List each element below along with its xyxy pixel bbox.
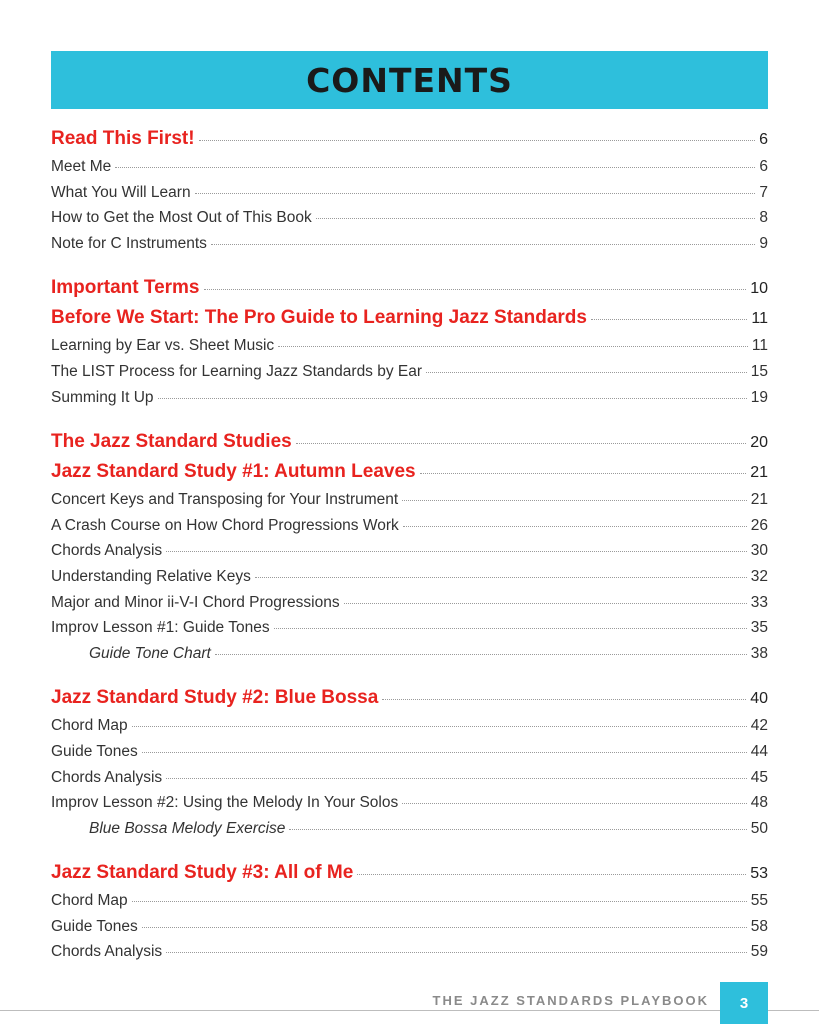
dot-leader xyxy=(402,803,747,804)
toc-entry-page: 50 xyxy=(750,819,768,837)
toc-section-entry[interactable] xyxy=(51,303,768,333)
toc-entry-page: 15 xyxy=(750,362,768,380)
toc-entry[interactable] xyxy=(51,180,768,206)
toc-section-entry[interactable] xyxy=(51,457,768,487)
toc-entry-page: 55 xyxy=(750,892,768,910)
footer-book-title: THE JAZZ STANDARDS PLAYBOOK xyxy=(432,993,709,1008)
toc-entry[interactable] xyxy=(51,333,768,359)
toc-entry[interactable] xyxy=(51,739,768,765)
dot-leader xyxy=(199,140,756,141)
toc-entry-page: 53 xyxy=(750,865,768,883)
toc-entry-page: 10 xyxy=(750,280,768,298)
toc-section-entry[interactable] xyxy=(51,427,768,457)
toc-entry-page: 11 xyxy=(751,310,768,328)
page-number: 3 xyxy=(739,994,749,1012)
dot-leader xyxy=(316,218,756,219)
toc-entry[interactable] xyxy=(51,888,768,914)
toc-entry-title: Chord Map xyxy=(51,717,128,735)
dot-leader xyxy=(211,244,755,245)
toc-entry[interactable] xyxy=(51,231,768,257)
toc-entry-page: 59 xyxy=(750,943,768,961)
toc-entry-page: 11 xyxy=(751,337,768,355)
toc-entry-page: 20 xyxy=(750,434,768,452)
section-gap xyxy=(51,410,768,427)
toc-entry-title: Summing It Up xyxy=(51,388,154,406)
toc-section-entry[interactable] xyxy=(51,124,768,154)
page-number-badge xyxy=(720,982,768,1024)
dot-leader xyxy=(382,699,746,700)
toc-entry[interactable] xyxy=(51,765,768,791)
dot-leader xyxy=(142,752,747,753)
toc-entry-page: 6 xyxy=(759,131,768,148)
toc-entry[interactable] xyxy=(51,154,768,180)
toc-entry-title: The LIST Process for Learning Jazz Standards by Ear xyxy=(51,362,423,380)
section-gap xyxy=(51,841,768,858)
toc-entry[interactable] xyxy=(51,564,768,590)
toc-entry-page: 40 xyxy=(750,690,768,708)
toc-entry[interactable] xyxy=(51,385,768,411)
toc-entry-page: 33 xyxy=(750,593,768,611)
toc-entry-title: What You Will Learn xyxy=(51,183,191,201)
toc-entry-title: Before We Start: The Pro Guide to Learning Jazz Standards xyxy=(51,307,587,329)
toc-entry-title: Note for C Instruments xyxy=(51,234,207,252)
toc-entry-page: 38 xyxy=(750,644,768,662)
toc-entry-page: 35 xyxy=(750,619,768,637)
toc-entry-page: 44 xyxy=(750,742,768,760)
toc-entry-title: Jazz Standard Study #2: Blue Bossa xyxy=(51,687,379,709)
toc-entry[interactable] xyxy=(51,359,768,385)
toc-entry-page: 32 xyxy=(750,567,768,585)
toc-entry-page: 8 xyxy=(759,209,768,227)
toc-entry-page: 45 xyxy=(750,768,768,786)
toc-entry[interactable] xyxy=(51,538,768,564)
toc-entry-title: Learning by Ear vs. Sheet Music xyxy=(51,337,275,355)
toc-entry-title: Chords Analysis xyxy=(51,542,163,560)
dot-leader xyxy=(204,289,747,290)
dot-leader xyxy=(344,603,747,604)
dot-leader xyxy=(426,372,747,373)
toc-entry-title: Jazz Standard Study #1: Autumn Leaves xyxy=(51,461,416,483)
dot-leader xyxy=(132,726,747,727)
dot-leader xyxy=(115,167,755,168)
dot-leader xyxy=(402,500,747,501)
toc-entry-page: 19 xyxy=(750,388,768,406)
toc-entry-page: 21 xyxy=(750,491,768,509)
dot-leader xyxy=(403,526,747,527)
dot-leader xyxy=(195,193,756,194)
section-gap xyxy=(51,256,768,273)
toc-entry[interactable] xyxy=(51,615,768,641)
page-title: CONTENTS xyxy=(306,60,513,100)
dot-leader xyxy=(166,778,747,779)
dot-leader xyxy=(166,551,747,552)
toc-entry[interactable] xyxy=(51,790,768,816)
toc-entry[interactable] xyxy=(51,590,768,616)
toc-entry[interactable] xyxy=(51,713,768,739)
toc-entry-title: Chords Analysis xyxy=(51,768,163,786)
toc-entry-title: A Crash Course on How Chord Progressions Work xyxy=(51,516,399,534)
dot-leader xyxy=(255,577,747,578)
toc-entry-page: 48 xyxy=(750,794,768,812)
contents-banner xyxy=(51,51,768,109)
toc-entry[interactable] xyxy=(51,513,768,539)
footer-divider xyxy=(0,1010,819,1011)
dot-leader xyxy=(289,829,746,830)
toc-entry-page: 6 xyxy=(759,158,768,175)
toc-entry-title: Guide Tone Chart xyxy=(89,644,211,662)
toc-entry-title: Guide Tones xyxy=(51,917,138,935)
dot-leader xyxy=(166,952,747,953)
dot-leader xyxy=(591,319,747,320)
toc-entry[interactable] xyxy=(51,939,768,965)
dot-leader xyxy=(420,473,747,474)
dot-leader xyxy=(158,398,747,399)
toc-entry-title: The Jazz Standard Studies xyxy=(51,431,292,453)
dot-leader xyxy=(357,874,746,875)
dot-leader xyxy=(296,443,746,444)
table-of-contents xyxy=(51,124,768,965)
toc-entry[interactable] xyxy=(51,487,768,513)
toc-entry-title: Jazz Standard Study #3: All of Me xyxy=(51,862,354,884)
toc-entry[interactable] xyxy=(51,816,768,842)
toc-section-entry[interactable] xyxy=(51,683,768,713)
toc-entry[interactable] xyxy=(51,914,768,940)
toc-entry-title: How to Get the Most Out of This Book xyxy=(51,209,312,227)
toc-entry-page: 58 xyxy=(750,917,768,935)
toc-section-entry[interactable] xyxy=(51,858,768,888)
toc-entry-title: Meet Me xyxy=(51,158,112,175)
toc-entry-title: Guide Tones xyxy=(51,742,138,760)
toc-entry-title: Improv Lesson #1: Guide Tones xyxy=(51,619,270,637)
toc-entry-page: 7 xyxy=(759,183,768,201)
toc-section-entry[interactable] xyxy=(51,273,768,303)
toc-entry-title: Chords Analysis xyxy=(51,943,163,961)
toc-entry-title: Concert Keys and Transposing for Your Instrument xyxy=(51,491,399,509)
toc-entry-title: Read This First! xyxy=(51,128,195,149)
dot-leader xyxy=(278,346,748,347)
toc-entry-title: Understanding Relative Keys xyxy=(51,567,251,585)
toc-entry-page: 26 xyxy=(750,516,768,534)
toc-entry-page: 30 xyxy=(750,542,768,560)
toc-entry-page: 9 xyxy=(759,234,768,252)
toc-entry-title: Chord Map xyxy=(51,892,128,910)
toc-entry-title: Blue Bossa Melody Exercise xyxy=(89,819,286,837)
toc-entry-page: 21 xyxy=(750,464,768,482)
toc-entry[interactable] xyxy=(51,641,768,667)
dot-leader xyxy=(274,628,747,629)
toc-entry-page: 42 xyxy=(750,717,768,735)
dot-leader xyxy=(142,927,747,928)
section-gap xyxy=(51,666,768,683)
dot-leader xyxy=(132,901,747,902)
toc-entry[interactable] xyxy=(51,205,768,231)
dot-leader xyxy=(215,654,747,655)
toc-entry-title: Major and Minor ii-V-I Chord Progressions xyxy=(51,593,340,611)
toc-entry-title: Improv Lesson #2: Using the Melody In Your Solos xyxy=(51,794,399,812)
toc-entry-title: Important Terms xyxy=(51,277,200,299)
